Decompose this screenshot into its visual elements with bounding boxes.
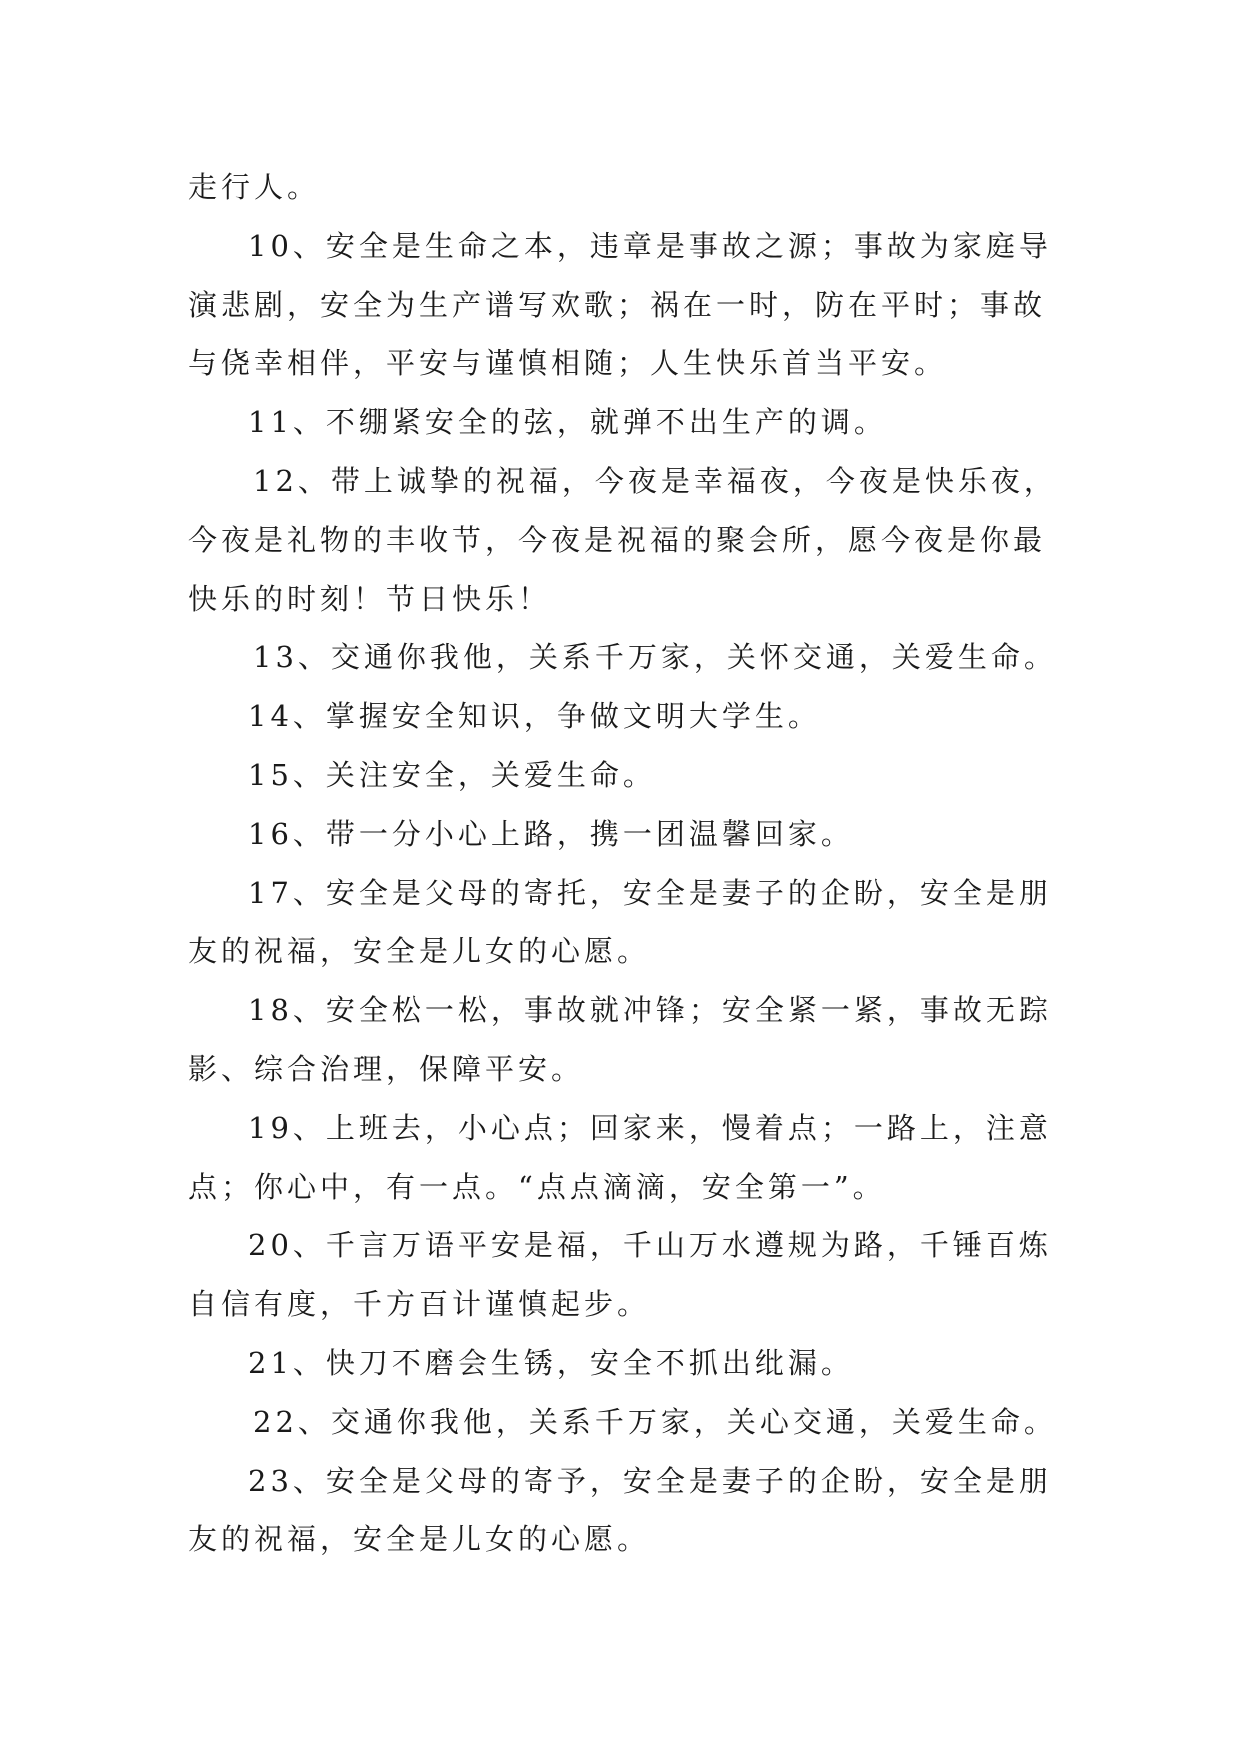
text-line: 快乐的时刻！节日快乐！ <box>188 581 552 616</box>
text-line: 走行人。 <box>188 170 321 204</box>
body-text <box>188 158 1088 1569</box>
text-line: 14、掌握安全知识，争做文明大学生。 <box>248 699 821 734</box>
text-line: 自信有度，千方百计谨慎起步。 <box>188 1287 651 1322</box>
text-line: 点；你心中，有一点。“点点滴滴，安全第一”。 <box>188 1169 886 1204</box>
text-line: 18、安全松一松，事故就冲锋；安全紧一紧，事故无踪 <box>248 993 1052 1028</box>
text-line: 19、上班去，小心点；回家来，慢着点；一路上，注意 <box>248 1110 1052 1145</box>
text-line: 友的祝福，安全是儿女的心愿。 <box>188 1522 651 1557</box>
text-line: 15、关注安全，关爱生命。 <box>248 757 656 792</box>
text-line: 友的祝福，安全是儿女的心愿。 <box>188 934 651 969</box>
text-line: 17、安全是父母的寄托，安全是妻子的企盼，安全是朋 <box>248 875 1052 910</box>
text-line: 12、带上诚挚的祝福，今夜是幸福夜，今夜是快乐夜， <box>253 463 1057 498</box>
text-line: 23、安全是父母的寄予，安全是妻子的企盼，安全是朋 <box>248 1463 1052 1498</box>
text-line: 影、综合治理，保障平安。 <box>188 1051 585 1086</box>
text-line: 与侥幸相伴，平安与谨慎相随；人生快乐首当平安。 <box>188 346 948 381</box>
text-line: 16、带一分小心上路，携一团温馨回家。 <box>248 816 854 851</box>
text-line: 22、交通你我他，关系千万家，关心交通，关爱生命。 <box>253 1404 1057 1439</box>
text-line: 11、不绷紧安全的弦，就弹不出生产的调。 <box>248 405 887 440</box>
text-line: 今夜是礼物的丰收节，今夜是祝福的聚会所，愿今夜是你最 <box>188 522 1047 557</box>
text-line: 演悲剧，安全为生产谱写欢歌；祸在一时，防在平时；事故 <box>188 287 1047 322</box>
text-line: 20、千言万语平安是福，千山万水遵规为路，千锤百炼 <box>248 1228 1052 1263</box>
text-line: 21、快刀不磨会生锈，安全不抓出纰漏。 <box>248 1345 854 1380</box>
text-line: 10、安全是生命之本，违章是事故之源；事故为家庭导 <box>248 228 1052 263</box>
text-line: 13、交通你我他，关系千万家，关怀交通，关爱生命。 <box>253 640 1057 675</box>
